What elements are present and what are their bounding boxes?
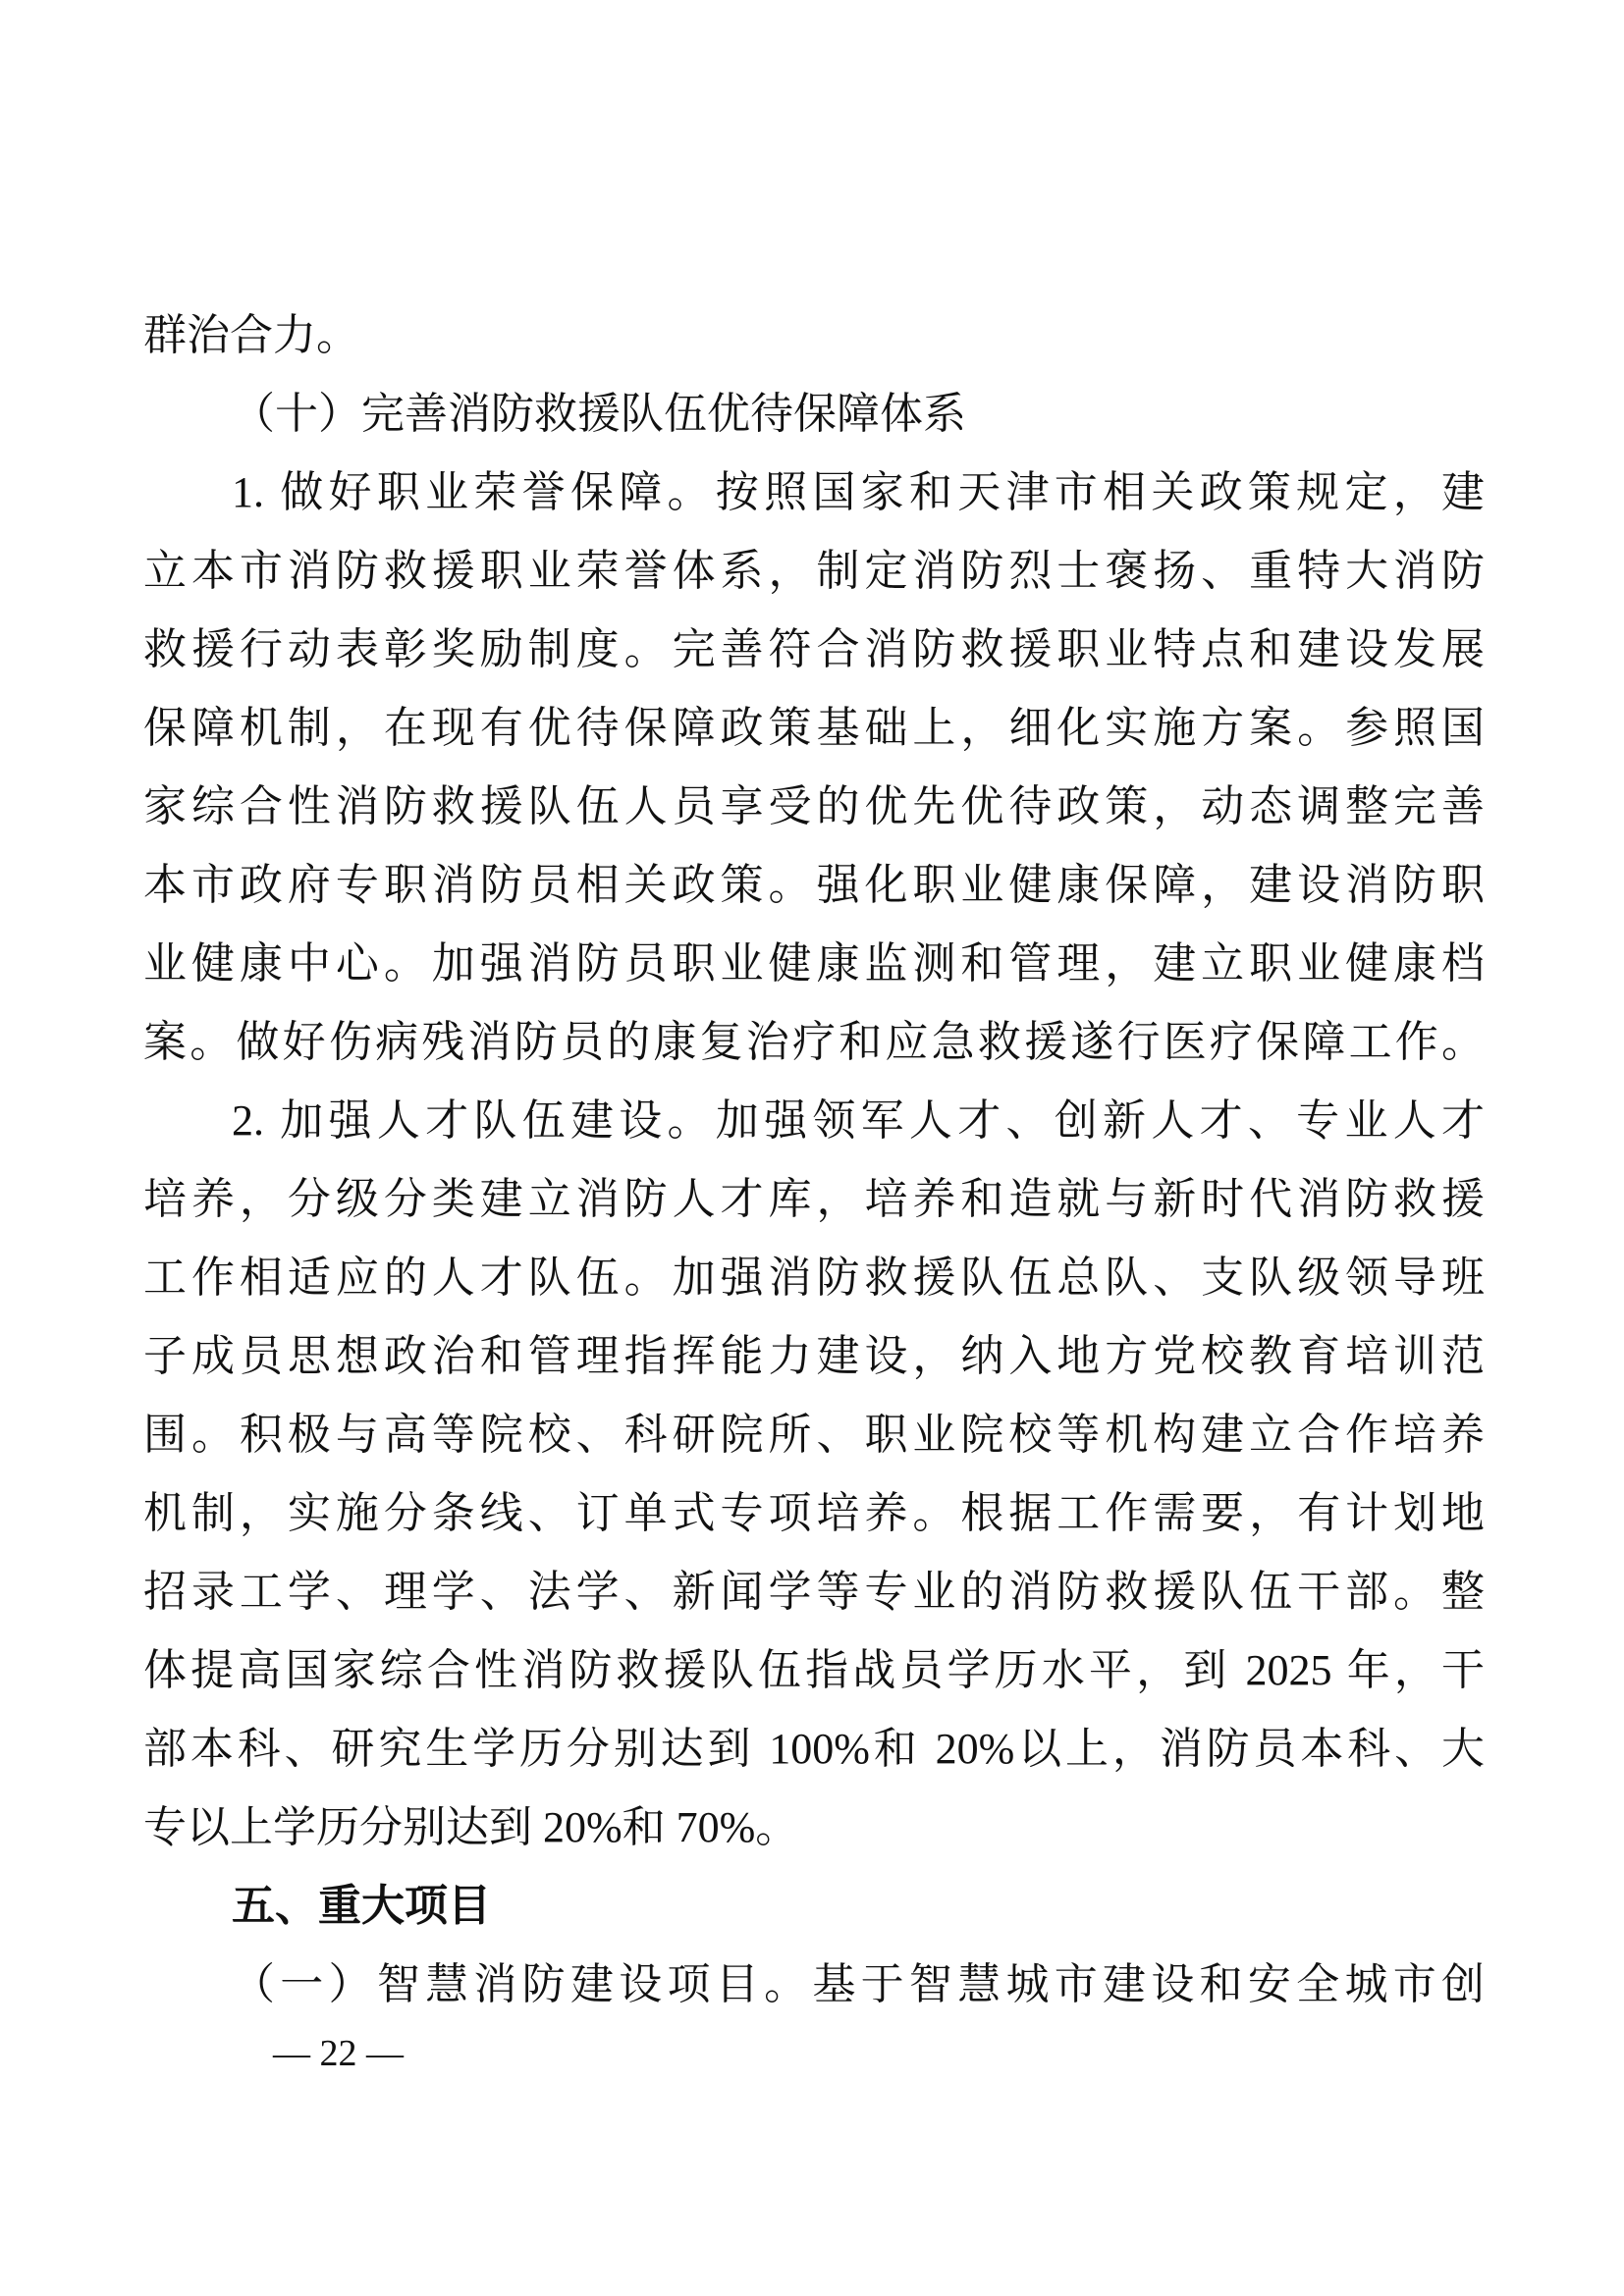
document-body (143, 296, 1485, 2024)
text-line: 招录工学、理学、法学、新闻学等专业的消防救援队伍干部。整 (143, 1568, 1485, 1616)
text-line: 业健康中心。加强消防员职业健康监测和管理，建立职业健康档 (143, 939, 1485, 988)
text-line: 围。积极与高等院校、科研院所、职业院校等机构建立合作培养 (143, 1411, 1485, 1459)
text-line: 专以上学历分别达到 20%和 70%。 (143, 1803, 799, 1851)
text-line: 立本市消防救援职业荣誉体系，制定消防烈士褒扬、重特大消防 (143, 547, 1485, 595)
text-line: 家综合性消防救援队伍人员享受的优先优待政策，动态调整完善 (143, 782, 1485, 830)
text-line: 群治合力。 (143, 311, 359, 359)
text-line: 保障机制，在现有优待保障政策基础上，细化实施方案。参照国 (143, 704, 1485, 752)
section-heading-10: （十）完善消防救援队伍优待保障体系 (232, 390, 966, 438)
subsection-heading-smart-fire: （一）智慧消防建设项目。基于智慧城市建设和安全城市创 (232, 1960, 1485, 2008)
text-line: 本市政府专职消防员相关政策。强化职业健康保障，建设消防职 (143, 861, 1485, 909)
text-line-item-2: 2. 加强人才队伍建设。加强领军人才、创新人才、专业人才 (232, 1096, 1485, 1145)
text-line-item-1: 1. 做好职业荣誉保障。按照国家和天津市相关政策规定，建 (232, 468, 1485, 516)
page-number: — 22 — (273, 2033, 404, 2074)
section-heading-major-projects: 五、重大项目 (232, 1882, 491, 1930)
text-line: 机制，实施分条线、订单式专项培养。根据工作需要，有计划地 (143, 1489, 1485, 1537)
text-line: 培养，分级分类建立消防人才库，培养和造就与新时代消防救援 (143, 1175, 1485, 1223)
text-line: 救援行动表彰奖励制度。完善符合消防救援职业特点和建设发展 (143, 625, 1485, 673)
text-line: 工作相适应的人才队伍。加强消防救援队伍总队、支队级领导班 (143, 1254, 1485, 1302)
text-line: 部本科、研究生学历分别达到 100%和 20%以上，消防员本科、大 (143, 1725, 1485, 1773)
text-line: 体提高国家综合性消防救援队伍指战员学历水平，到 2025 年，干 (143, 1646, 1485, 1694)
text-line: 案。做好伤病残消防员的康复治疗和应急救援遂行医疗保障工作。 (143, 1018, 1485, 1066)
text-line: 子成员思想政治和管理指挥能力建设，纳入地方党校教育培训范 (143, 1332, 1485, 1380)
